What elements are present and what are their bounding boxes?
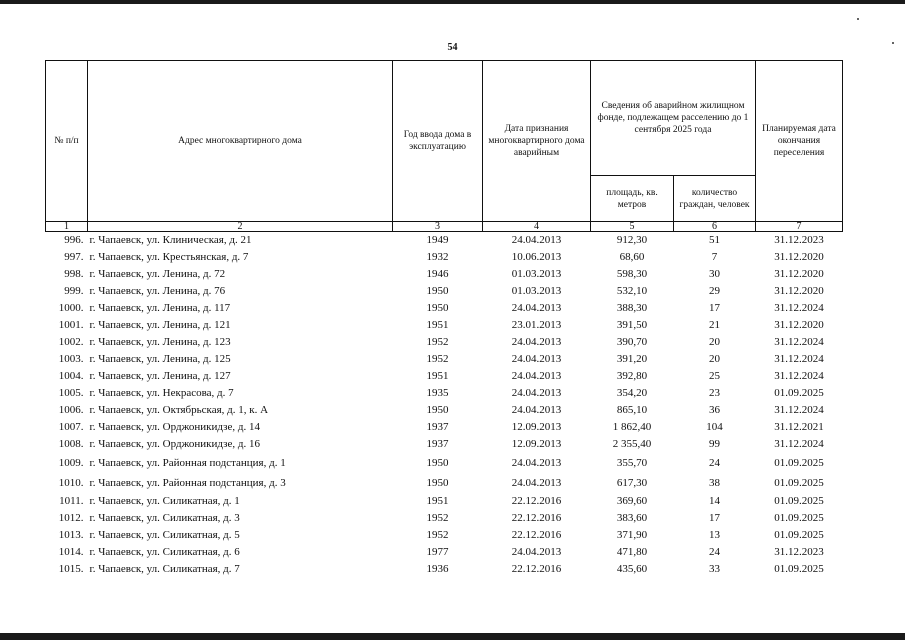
row-residents: 20 (709, 336, 720, 348)
table-row (46, 249, 843, 266)
row-planned-date: 31.12.2024 (774, 353, 824, 365)
row-date-recognized: 24.04.2013 (511, 302, 562, 314)
row-area: 371,90 (616, 529, 648, 541)
row-date-recognized: 12.09.2013 (511, 421, 562, 433)
row-planned-date: 31.12.2021 (774, 421, 824, 433)
row-date-recognized: 24.04.2013 (511, 370, 562, 382)
table-row (46, 493, 843, 510)
row-year: 1936 (426, 563, 449, 575)
row-address: г. Чапаевск, ул. Крестьянская, д. 7 (89, 251, 249, 263)
row-residents: 29 (709, 285, 720, 297)
row-planned-date: 01.09.2025 (774, 529, 824, 541)
row-area: 865,10 (616, 404, 648, 416)
page-number: 54 (447, 42, 458, 53)
row-year: 1952 (426, 353, 449, 365)
table-row (46, 419, 843, 436)
row-number: 1007. (58, 421, 84, 433)
row-date-recognized: 23.01.2013 (511, 319, 562, 331)
row-residents: 24 (709, 457, 720, 469)
row-date-recognized: 24.04.2013 (511, 457, 562, 469)
row-address: г. Чапаевск, ул. Силикатная, д. 6 (89, 546, 240, 558)
header-no: № п/п (46, 61, 88, 222)
row-area: 471,80 (616, 546, 648, 558)
row-date-recognized: 01.03.2013 (511, 285, 562, 297)
row-address: г. Чапаевск, ул. Некрасова, д. 7 (89, 387, 234, 399)
row-area: 391,50 (616, 319, 648, 331)
row-address: г. Чапаевск, ул. Силикатная, д. 5 (89, 529, 240, 541)
row-year: 1952 (426, 529, 449, 541)
table-row (46, 300, 843, 317)
header-planned-date: Планируемая дата окончания переселения (756, 61, 843, 222)
row-area: 68,60 (619, 251, 645, 263)
table-row (46, 385, 843, 402)
row-year: 1950 (426, 404, 449, 416)
row-date-recognized: 24.04.2013 (511, 546, 562, 558)
row-date-recognized: 22.12.2016 (511, 512, 562, 524)
row-year: 1951 (426, 370, 449, 382)
row-residents: 33 (709, 563, 720, 575)
row-planned-date: 31.12.2020 (774, 251, 824, 263)
row-number: 1013. (58, 529, 84, 541)
row-area: 598,30 (616, 268, 648, 280)
table-row (46, 266, 843, 283)
row-year: 1950 (426, 285, 449, 297)
table-row (46, 368, 843, 385)
row-address: г. Чапаевск, ул. Ленина, д. 76 (89, 285, 226, 297)
header-year: Год ввода дома в эксплуатацию (393, 61, 483, 222)
header-residents: количество граждан, человек (674, 176, 756, 222)
row-planned-date: 01.09.2025 (774, 563, 824, 575)
row-area: 532,10 (616, 285, 648, 297)
row-year: 1937 (426, 438, 449, 450)
row-address: г. Чапаевск, ул. Ленина, д. 127 (89, 370, 231, 382)
row-planned-date: 31.12.2024 (774, 404, 824, 416)
table-row (46, 453, 843, 473)
row-residents: 20 (709, 353, 720, 365)
row-residents: 23 (709, 387, 720, 399)
row-address: г. Чапаевск, ул. Октябрьская, д. 1, к. А (89, 404, 269, 416)
row-year: 1935 (426, 387, 449, 399)
row-year: 1951 (426, 495, 449, 507)
table-row (46, 561, 843, 578)
row-area: 354,20 (616, 387, 648, 399)
column-number: 2 (88, 222, 393, 232)
row-year: 1977 (426, 546, 449, 558)
row-address: г. Чапаевск, ул. Ленина, д. 121 (89, 319, 231, 331)
row-address: г. Чапаевск, ул. Силикатная, д. 1 (89, 495, 240, 507)
row-number: 1011. (59, 495, 84, 507)
row-number: 1001. (58, 319, 84, 331)
table-row (46, 473, 843, 493)
row-number: 1010. (58, 477, 84, 489)
row-date-recognized: 12.09.2013 (511, 438, 562, 450)
scan-speck (857, 18, 859, 20)
row-date-recognized: 24.04.2013 (511, 234, 562, 246)
column-number: 5 (591, 222, 674, 232)
row-date-recognized: 22.12.2016 (511, 529, 562, 541)
row-year: 1950 (426, 457, 449, 469)
row-number: 1005. (58, 387, 84, 399)
row-area: 388,30 (616, 302, 648, 314)
row-year: 1950 (426, 302, 449, 314)
row-planned-date: 31.12.2024 (774, 302, 824, 314)
row-year: 1952 (426, 512, 449, 524)
table-body (46, 232, 843, 579)
row-number: 998. (64, 268, 84, 280)
row-planned-date: 31.12.2024 (774, 438, 824, 450)
row-number: 1000. (58, 302, 84, 314)
row-planned-date: 01.09.2025 (774, 387, 824, 399)
housing-table (45, 60, 843, 578)
scan-border-top (0, 0, 905, 4)
header-fund-info: Сведения об аварийном жилищном фонде, подлежащем расселению до 1 сентября 2025 года (591, 61, 756, 176)
header-area: площадь, кв. метров (591, 176, 674, 222)
header-address: Адрес многоквартирного дома (88, 61, 393, 222)
row-address: г. Чапаевск, ул. Районная подстанция, д. 1 (89, 457, 286, 469)
row-year: 1932 (426, 251, 449, 263)
table-row (46, 283, 843, 300)
row-date-recognized: 24.04.2013 (511, 336, 562, 348)
row-number: 997. (64, 251, 84, 263)
table-row (46, 232, 843, 250)
row-area: 355,70 (616, 457, 648, 469)
header-date-recognized: Дата признания многоквартирного дома аварийным (483, 61, 591, 222)
table-row (46, 317, 843, 334)
row-number: 1003. (58, 353, 84, 365)
row-address: г. Чапаевск, ул. Ленина, д. 117 (89, 302, 231, 314)
row-address: г. Чапаевск, ул. Силикатная, д. 3 (89, 512, 240, 524)
row-date-recognized: 24.04.2013 (511, 353, 562, 365)
row-date-recognized: 24.04.2013 (511, 387, 562, 399)
row-planned-date: 01.09.2025 (774, 457, 824, 469)
row-area: 383,60 (616, 512, 648, 524)
row-residents: 25 (709, 370, 720, 382)
row-planned-date: 31.12.2024 (774, 370, 824, 382)
row-residents: 17 (709, 302, 720, 314)
row-number: 1012. (58, 512, 84, 524)
row-area: 617,30 (616, 477, 648, 489)
row-date-recognized: 22.12.2016 (511, 495, 562, 507)
row-area: 392,80 (616, 370, 648, 382)
row-year: 1937 (426, 421, 449, 433)
row-planned-date: 31.12.2020 (774, 268, 824, 280)
column-number: 7 (756, 222, 843, 232)
row-residents: 99 (709, 438, 720, 450)
column-number: 1 (46, 222, 88, 232)
row-date-recognized: 24.04.2013 (511, 477, 562, 489)
row-residents: 51 (709, 234, 720, 246)
row-address: г. Чапаевск, ул. Ленина, д. 123 (89, 336, 231, 348)
row-date-recognized: 22.12.2016 (511, 563, 562, 575)
scan-border-bottom (0, 633, 905, 640)
row-area: 435,60 (616, 563, 648, 575)
row-planned-date: 31.12.2024 (774, 336, 824, 348)
row-date-recognized: 24.04.2013 (511, 404, 562, 416)
row-residents: 30 (709, 268, 720, 280)
row-area: 1 862,40 (612, 421, 652, 433)
row-number: 999. (64, 285, 84, 297)
row-residents: 21 (709, 319, 720, 331)
row-number: 996. (64, 234, 84, 246)
row-year: 1951 (426, 319, 449, 331)
row-residents: 24 (709, 546, 720, 558)
row-year: 1950 (426, 477, 449, 489)
row-area: 390,70 (616, 336, 648, 348)
row-date-recognized: 10.06.2013 (511, 251, 562, 263)
row-number: 1002. (58, 336, 84, 348)
row-address: г. Чапаевск, ул. Клиническая, д. 21 (89, 234, 252, 246)
row-planned-date: 31.12.2023 (774, 234, 824, 246)
table-row (46, 402, 843, 419)
row-planned-date: 31.12.2023 (774, 546, 824, 558)
row-address: г. Чапаевск, ул. Районная подстанция, д. 3 (89, 477, 286, 489)
row-residents: 14 (709, 495, 720, 507)
row-area: 2 355,40 (612, 438, 652, 450)
row-area: 369,60 (616, 495, 648, 507)
row-number: 1014. (58, 546, 84, 558)
row-number: 1006. (58, 404, 84, 416)
row-address: г. Чапаевск, ул. Ленина, д. 125 (89, 353, 231, 365)
table-row (46, 334, 843, 351)
row-address: г. Чапаевск, ул. Ленина, д. 72 (89, 268, 226, 280)
table-row (46, 510, 843, 527)
table-header (46, 61, 843, 232)
table-row (46, 544, 843, 561)
row-planned-date: 31.12.2020 (774, 285, 824, 297)
table-row (46, 351, 843, 368)
table-row (46, 436, 843, 453)
row-residents: 38 (709, 477, 720, 489)
row-planned-date: 31.12.2020 (774, 319, 824, 331)
row-residents: 7 (711, 251, 718, 263)
row-area: 912,30 (616, 234, 648, 246)
row-date-recognized: 01.03.2013 (511, 268, 562, 280)
column-number: 3 (393, 222, 483, 232)
row-planned-date: 01.09.2025 (774, 512, 824, 524)
row-number: 1015. (58, 563, 84, 575)
row-residents: 36 (709, 404, 720, 416)
row-area: 391,20 (616, 353, 648, 365)
row-year: 1952 (426, 336, 449, 348)
row-number: 1008. (58, 438, 84, 450)
row-residents: 104 (706, 421, 723, 433)
row-residents: 13 (709, 529, 720, 541)
row-year: 1949 (426, 234, 449, 246)
column-number: 4 (483, 222, 591, 232)
row-planned-date: 01.09.2025 (774, 477, 824, 489)
row-number: 1004. (58, 370, 84, 382)
row-address: г. Чапаевск, ул. Орджоникидзе, д. 16 (89, 438, 260, 450)
row-address: г. Чапаевск, ул. Орджоникидзе, д. 14 (89, 421, 260, 433)
row-residents: 17 (709, 512, 720, 524)
row-year: 1946 (426, 268, 449, 280)
table-row (46, 527, 843, 544)
row-number: 1009. (58, 457, 84, 469)
row-planned-date: 01.09.2025 (774, 495, 824, 507)
row-address: г. Чапаевск, ул. Силикатная, д. 7 (89, 563, 240, 575)
column-number: 6 (674, 222, 756, 232)
column-number-row (46, 222, 843, 232)
